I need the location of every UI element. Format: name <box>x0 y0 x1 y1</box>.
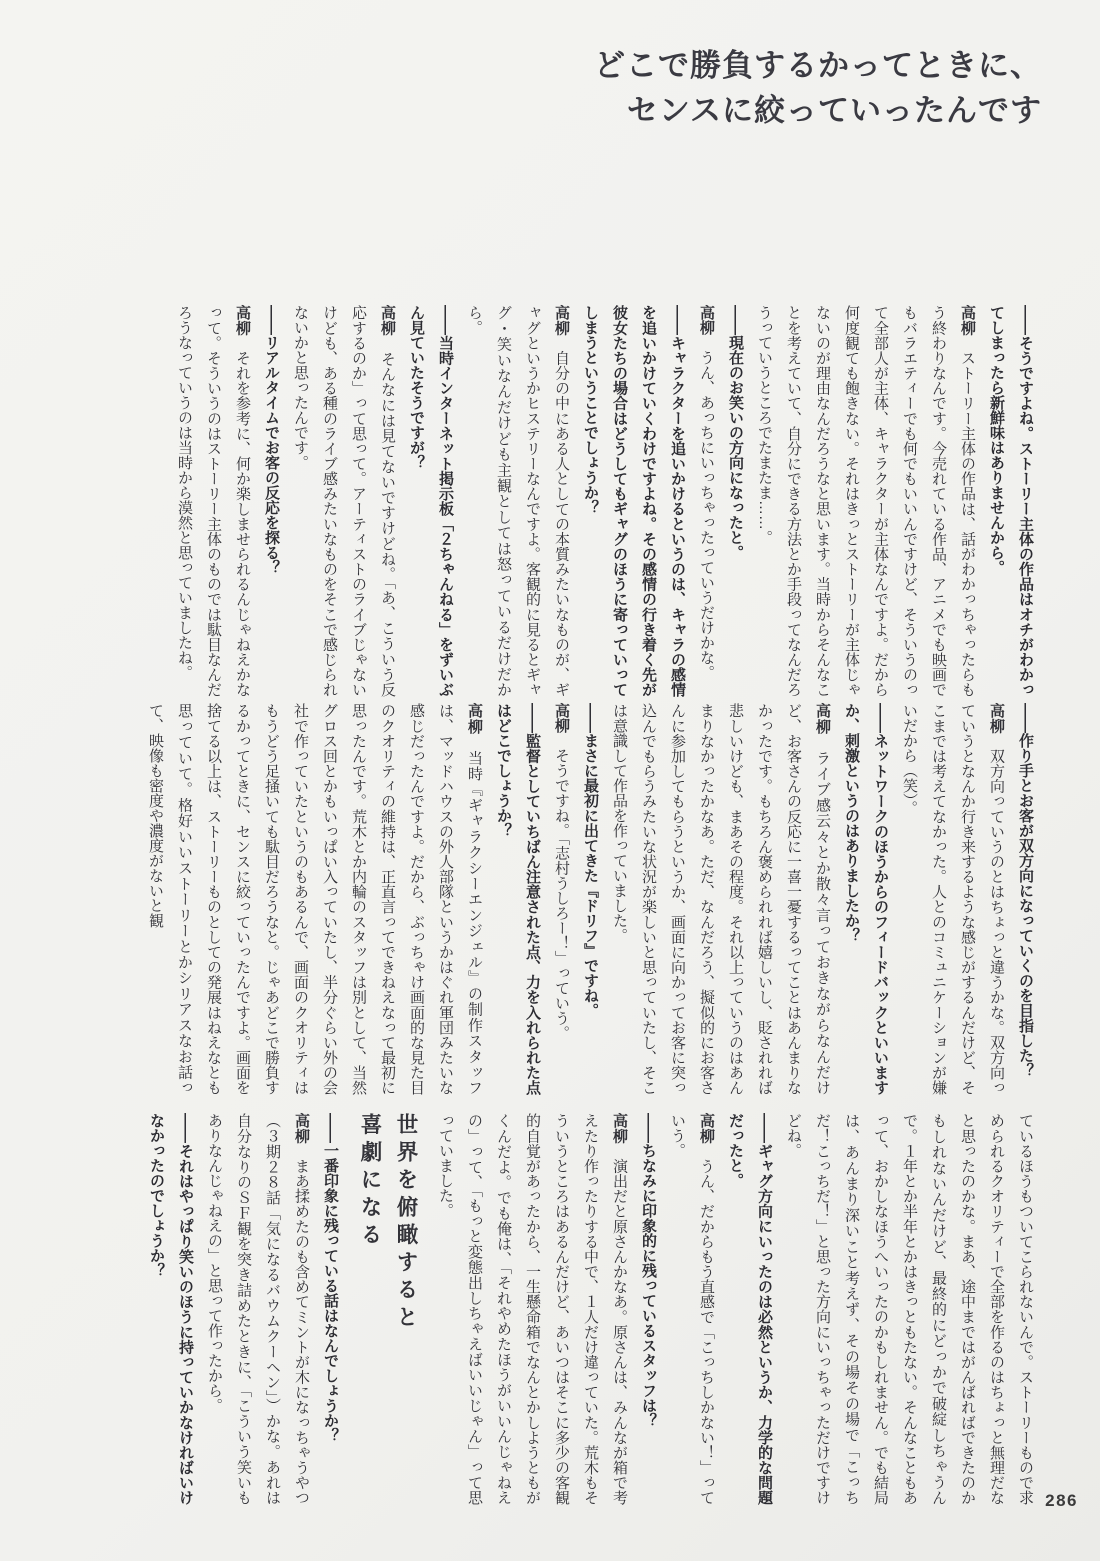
speaker-name: 高柳 <box>814 703 831 735</box>
question: ――リアルタイムでお客の反応を探る？ <box>263 305 280 575</box>
question: ――ちなみに印象的に残っているスタッフは？ <box>640 1113 657 1428</box>
answer-text: そんなには見てないですけどね。「あ、こういう反応するのか」って思って。アーティストのライブじゃないけども、ある種のライブ感みたいなものをそこで感じられないかと思ったんです。 <box>292 305 396 698</box>
answer <box>460 305 576 697</box>
question: ――現在のお笑いの方向になったと。 <box>727 305 744 560</box>
speaker-name: 高柳 <box>959 305 976 336</box>
question: ――そうですよね。ストーリー主体の作品はオチがわかってしまったら新鮮味はありませんから。 <box>988 305 1034 697</box>
answer-text: うん、あっちにいっちゃったっていうだけかな。 <box>698 335 715 680</box>
text-band-1 <box>95 305 1040 697</box>
answer <box>750 305 982 697</box>
answer <box>200 1113 316 1505</box>
answer <box>431 1113 634 1505</box>
answer <box>663 1113 721 1505</box>
text-band-2 <box>95 703 1040 1095</box>
answer-text: うん、だからもう直感で「こっちしかない！」っていう。 <box>669 1113 715 1506</box>
page-title <box>594 44 1042 134</box>
page-number: 286 <box>1045 1491 1078 1510</box>
question: ――監督としていちばん注意された点、力を入れられた点はどこでしょうか？ <box>495 703 541 1095</box>
section-subheading <box>352 1113 424 1505</box>
answer-text: それを参考に、何か楽しませられるんじゃねえかなって。そういうのはストーリー主体のものでは駄目なんだろうなっていうのは当時から漠然と思っていましたね。 <box>176 305 251 698</box>
answer-continuation: ているほうもついてこられないんで。ストーリーもので求められるクオリティーで全部を作るのはちょっと無理だなと思ったのかな。まあ、途中まではがんばればできたのかもしれないんだけど、最終的にどっかで破綻しちゃうんで。１年とか半年とかはきっともたない。そんなこともあって、おかしなほうへいったのかもしれません。でも結局は、あんまり深いこと考えず、その場その場で「こっちだ！こっちだ！」と思った方向にいっちゃっただけですけどね。 <box>785 1113 1034 1505</box>
answer-text: 当時『ギャラクシーエンジェル』の制作スタッフは、マッドハウスの外人部隊というかはぐれ軍団みたいな感じだったんですよ。だから、ぶっちゃけ画面的な見た目のクオリティの維持は、正直言ってできねえなって最初に思ったんです。荒木とか内輪のスタッフは別として、当然グロス回とかもいっぱい入っていたし、半分ぐらい外の会社で作っていたというのもあるんで、画面のクオリティはもうどう足掻いても駄目だろうなと。じゃあどこで勝負するかってときに、センスに絞っていったんですよ。画面を捨てる以上は、ストーリーものとしての発展はねえなとも思っていて。格好いいストーリーとかシリアスなお話って、映像も密度や濃度がないと観 <box>147 703 483 1096</box>
answer-text: 自分の中にある人としての本質みたいなものが、ギャグというかヒステリーなんですよ。客観的に見るとギャグ・笑いなんだけども主観としては怒っているだけだから。 <box>466 305 570 698</box>
answer <box>547 703 576 1095</box>
speaker-name: 高柳 <box>293 1113 310 1144</box>
question: ――ネットワークのほうからのフィードバックといいますか、刺激というのはありましたか？ <box>843 703 889 1095</box>
section-subheading-line-1: 世界を俯瞰すると <box>394 1113 418 1333</box>
speaker-name: 高柳 <box>379 305 396 336</box>
answer-text: そうですね。「志村うしろー！」っていう。 <box>553 733 570 1041</box>
text-band-3 <box>95 1113 1040 1505</box>
question: ――キャラクターを追いかけるというのは、キャラの感情を追いかけていくわけですよね。その感情の行き着く先が彼女たちの場合はどうしてもギャグのほうに寄っていってしまうということでしょうか？ <box>582 305 686 697</box>
question: ――当時インターネット掲示板「２ちゃんねる」をずいぶん見ていたそうですが？ <box>408 305 454 697</box>
question: ――それはやっぱり笑いのほうに持っていかなければいけなかったのでしょうか？ <box>148 1113 194 1505</box>
answer-text: ライブ感云々とか散々言っておきながらなんだけど、お客さんの反応に一喜一憂するってことはあんまりなかったです。もちろん褒められれば嬉しいし、貶されれば悲しいけども、まあその程度。それ以上っていうのはあんまりなかったかなあ。ただ、なんだろう、擬似的にお客さんに参加してもらうというか、画面に向かってお客に突っ込んでもらうみたいな状況が楽しいと思っていたし、そこは意識して作品を作っていました。 <box>611 703 831 1096</box>
page-title-line-2: センスに絞っていったんです <box>626 92 1042 128</box>
answer <box>286 305 402 697</box>
answer <box>141 703 489 1095</box>
answer <box>692 305 721 697</box>
question: ――一番印象に残っている話はなんでしょうか？ <box>322 1113 339 1443</box>
speaker-name: 高柳 <box>988 703 1005 734</box>
speaker-name: 高柳 <box>698 1113 715 1144</box>
speaker-name: 高柳 <box>234 305 251 336</box>
answer <box>895 703 1011 1095</box>
answer <box>605 703 837 1095</box>
question: ――ギャグ方向にいったのは必然というか、力学的な問題だったと。 <box>727 1113 773 1505</box>
answer-text: まあ揉めたのも含めてミントが木になっちゃうやつ（３期２８話「気になるバウムクーヘン」）かな。あれは自分なりのＳＦ観を突き詰めたときに、「こういう笑いもありなんじゃねえの」と思って作ったから。 <box>206 1113 310 1506</box>
answer-text: 演出だと原さんかなあ。原さんは、みんなが箱で考えたり作ったりする中で、１人だけ違っていた。荒木もそういうところはあるんだけど、あいつはそこに多少の客観的自覚があったから、一生懸命箱でなんとかしようともがくんだよ。でも俺は、「それやめたほうがいいんじゃねえの」って、「もっと変態出しちゃえばいいじゃん」って思っていました。 <box>437 1113 628 1506</box>
answer-text: 双方向っていうのとはちょっと違うかな。双方向っていうとなんか行き来するような感じがするんだけど、そこまでは考えてなかった。人とのコミュニケーションが嫌いだから（笑）。 <box>901 703 1005 1096</box>
speaker-name: 高柳 <box>553 305 570 336</box>
section-subheading-line-2: 喜劇になる <box>358 1113 382 1251</box>
answer-text: ストーリー主体の作品は、話がわかっちゃったらもう終わりなんです。今売れている作品、アニメでも映画でもバラエティーでも何でもいいんですけど、そういうのって全部人が主体、キャラクターが主体なんですよ。だから何度観ても飽きない。それはきっとストーリーが主体じゃないのが理由なんだろうなと思います。当時からそんなことを考えていて、自分にできる方法とか手段ってなんだろうっていうところでたまたま……。 <box>756 305 976 698</box>
question: ――まさに最初に出てきた『ドリフ』ですね。 <box>582 703 599 1018</box>
speaker-name: 高柳 <box>466 703 483 735</box>
question: ――作り手とお客が双方向になっていくのを目指した？ <box>1017 703 1034 1078</box>
answer <box>170 305 257 697</box>
speaker-name: 高柳 <box>611 1113 628 1144</box>
speaker-name: 高柳 <box>553 703 570 733</box>
page-title-line-1: どこで勝負するかってときに、 <box>594 48 1042 83</box>
speaker-name: 高柳 <box>698 305 715 335</box>
